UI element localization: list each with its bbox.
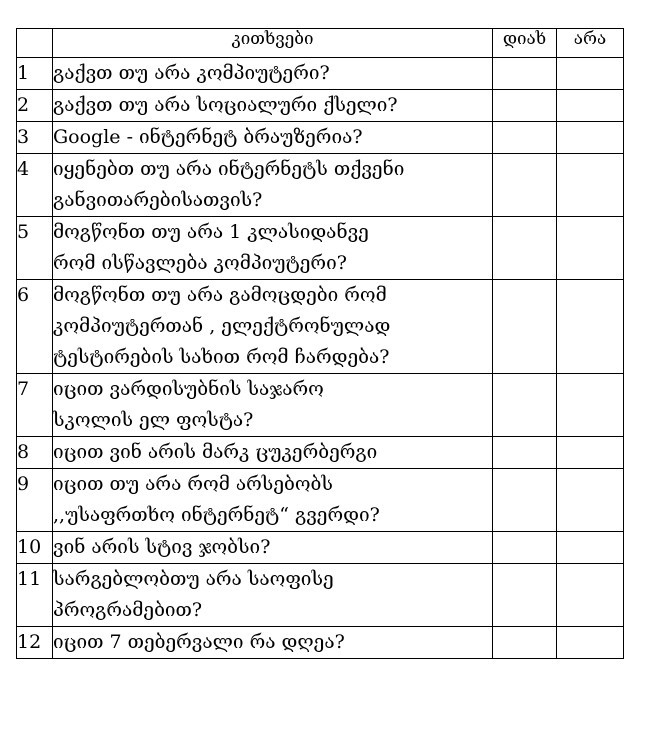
- question-text-line: იცით თუ არა რომ არსებობს: [53, 473, 333, 495]
- question-cell: [53, 58, 493, 90]
- question-text-line: რომ ისწავლება კომპიუტერი?: [53, 252, 347, 274]
- answer-no-cell[interactable]: [557, 437, 624, 469]
- answer-no-cell[interactable]: [557, 627, 624, 659]
- table-row: [17, 217, 624, 280]
- question-text-line: მოგწონთ თუ არა 1 კლასიდანვე: [53, 221, 369, 243]
- table-row: [17, 280, 624, 374]
- question-cell: [53, 532, 493, 564]
- question-text-line: ტესტირების სახით რომ ჩარდება?: [53, 346, 390, 368]
- row-number: 3: [17, 122, 53, 154]
- table-row: [17, 58, 624, 90]
- question-cell: [53, 437, 493, 469]
- question-cell: [53, 122, 493, 154]
- question-cell: [53, 154, 493, 217]
- question-text-line: გაქვთ თუ არა სოციალური ქსელი?: [53, 94, 398, 116]
- row-number: 2: [17, 90, 53, 122]
- answer-no-cell[interactable]: [557, 154, 624, 217]
- question-text-line: კომპიუტერთან , ელექტრონულად: [53, 315, 391, 337]
- answer-yes-cell[interactable]: [493, 627, 557, 659]
- table-row: [17, 627, 624, 659]
- question-text-line: ვინ არის სტივ ჯობსი?: [53, 536, 271, 558]
- row-number: 10: [17, 532, 53, 564]
- answer-yes-cell[interactable]: [493, 564, 557, 627]
- question-text-line: გაქვთ თუ არა კომპიუტერი?: [53, 62, 330, 84]
- survey-table: [16, 28, 624, 659]
- answer-yes-cell[interactable]: [493, 58, 557, 90]
- table-row: [17, 532, 624, 564]
- answer-no-cell[interactable]: [557, 58, 624, 90]
- table-row: [17, 564, 624, 627]
- row-number: 7: [17, 374, 53, 437]
- question-text-line: პროგრამებით?: [53, 599, 203, 621]
- question-text-line: სარგებლობთუ არა საოფისე: [53, 568, 334, 590]
- answer-no-cell[interactable]: [557, 217, 624, 280]
- answer-yes-cell[interactable]: [493, 374, 557, 437]
- question-text-line: იცით 7 თებერვალი რა დღეა?: [53, 631, 345, 653]
- table-row: [17, 122, 624, 154]
- header-question-cell: კითხვები: [53, 29, 493, 58]
- question-text-line: განვითარებისათვის?: [53, 189, 263, 211]
- answer-no-cell[interactable]: [557, 564, 624, 627]
- answer-no-cell[interactable]: [557, 469, 624, 532]
- row-number: 12: [17, 627, 53, 659]
- question-text-line: იცით ვინ არის მარკ ცუკერბერგი: [53, 441, 378, 463]
- answer-no-cell[interactable]: [557, 374, 624, 437]
- row-number: 6: [17, 280, 53, 374]
- table-row: [17, 154, 624, 217]
- question-cell: [53, 90, 493, 122]
- question-cell: [53, 217, 493, 280]
- question-text-line: იცით ვარდისუბნის საჯარო: [53, 378, 324, 400]
- row-number: 5: [17, 217, 53, 280]
- question-text-line: მოგწონთ თუ არა გამოცდები რომ: [53, 284, 387, 306]
- answer-yes-cell[interactable]: [493, 122, 557, 154]
- answer-no-cell[interactable]: [557, 90, 624, 122]
- answer-yes-cell[interactable]: [493, 280, 557, 374]
- header-row: [17, 29, 624, 58]
- answer-no-cell[interactable]: [557, 532, 624, 564]
- row-number: 8: [17, 437, 53, 469]
- row-number: 4: [17, 154, 53, 217]
- question-text-line: იყენებთ თუ არა ინტერნეტს თქვენი: [53, 158, 405, 180]
- answer-no-cell[interactable]: [557, 122, 624, 154]
- question-text-line: ,,უსაფრთხო ინტერნეტ“ გვერდი?: [53, 504, 380, 526]
- answer-no-cell[interactable]: [557, 280, 624, 374]
- question-cell: [53, 374, 493, 437]
- answer-yes-cell[interactable]: [493, 469, 557, 532]
- table-row: [17, 90, 624, 122]
- survey-body: [17, 58, 624, 659]
- header-yes-cell: დიახ: [493, 29, 557, 58]
- question-cell: [53, 627, 493, 659]
- header-no-cell: არა: [557, 29, 624, 58]
- answer-yes-cell[interactable]: [493, 437, 557, 469]
- question-text-line: Google - ინტერნეტ ბრაუზერია?: [53, 126, 363, 148]
- table-row: [17, 469, 624, 532]
- answer-yes-cell[interactable]: [493, 217, 557, 280]
- question-cell: [53, 469, 493, 532]
- table-row: [17, 374, 624, 437]
- question-cell: [53, 564, 493, 627]
- question-text-line: სკოლის ელ ფოსტა?: [53, 409, 254, 431]
- answer-yes-cell[interactable]: [493, 154, 557, 217]
- answer-yes-cell[interactable]: [493, 532, 557, 564]
- row-number: 9: [17, 469, 53, 532]
- header-number-cell: [17, 29, 53, 58]
- table-row: [17, 437, 624, 469]
- question-cell: [53, 280, 493, 374]
- row-number: 11: [17, 564, 53, 627]
- row-number: 1: [17, 58, 53, 90]
- answer-yes-cell[interactable]: [493, 90, 557, 122]
